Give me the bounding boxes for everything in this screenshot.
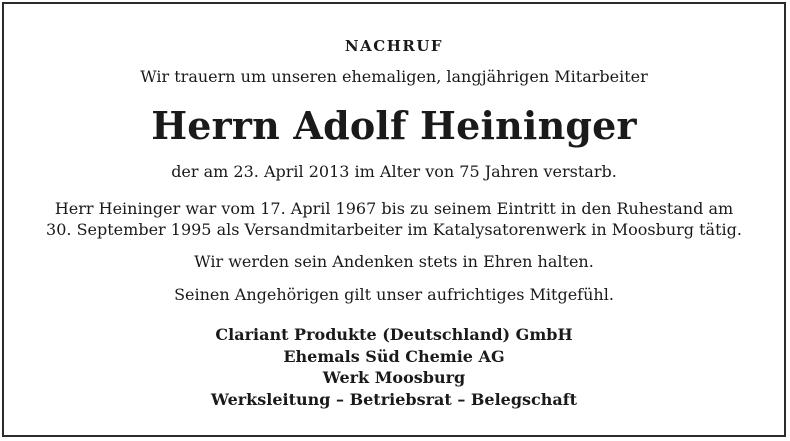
deceased-name: Herrn Adolf Heininger [151,103,637,148]
career-line: 30. September 1995 als Versandmitarbeiter im Katalysatorenwerk in Moosburg tätig. [46,220,742,239]
death-statement: der am 23. April 2013 im Alter von 75 Jahren verstarb. [171,162,617,181]
career-line: Herr Heininger war vom 17. April 1967 bis zu seinem Eintritt in den Ruhestand am [54,199,734,218]
memory-statement: Wir werden sein Andenken stets in Ehren halten. [194,252,594,271]
obituary-notice [2,2,786,437]
former-company-name: Ehemals Süd Chemie AG [283,346,505,366]
intro-text: Wir trauern um unseren ehemaligen, langjährigen Mitarbeiter [140,67,648,86]
condolence-statement: Seinen Angehörigen gilt unser aufrichtiges Mitgefühl. [174,285,614,304]
career-paragraph [4,198,784,240]
signatories: Werksleitung – Betriebsrat – Belegschaft [210,389,578,409]
plant-name: Werk Moosburg [322,368,466,387]
signature-block [4,324,784,410]
notice-heading: NACHRUF [344,37,444,55]
company-name: Clariant Produkte (Deutschland) GmbH [215,325,573,344]
